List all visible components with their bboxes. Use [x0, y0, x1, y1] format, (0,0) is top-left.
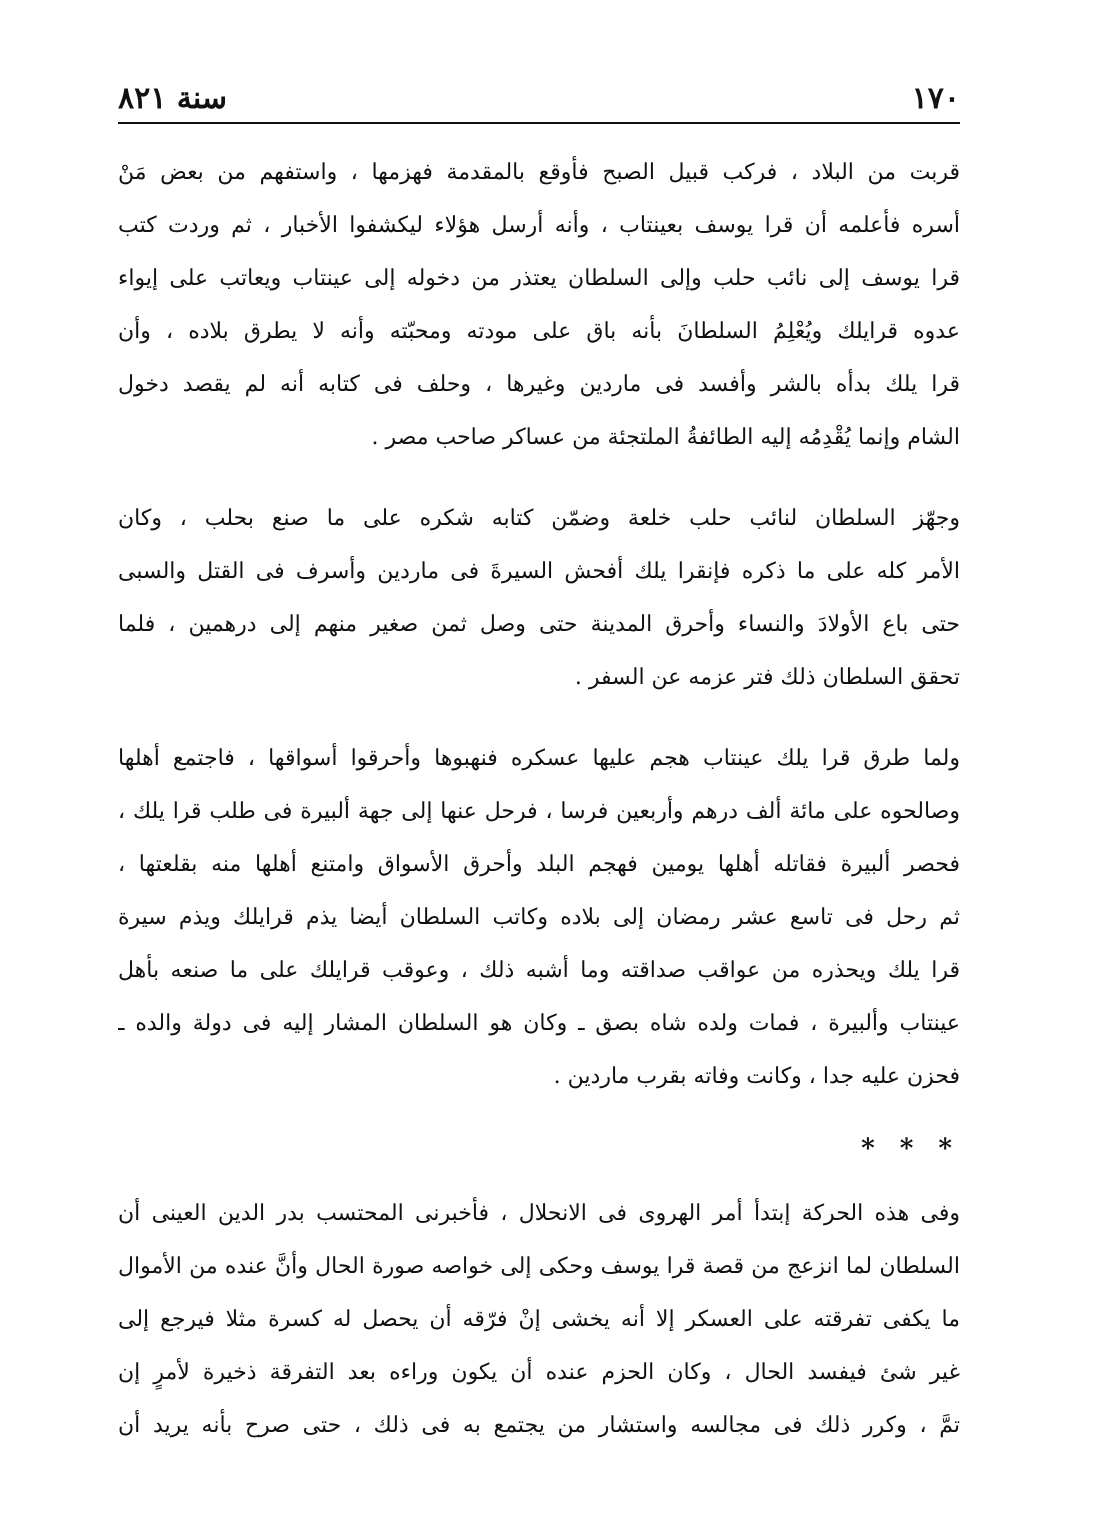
text-line: أسره فأعلمه أن قرا يوسف بعينتاب ، وأنه أرسل هؤلاء ليكشفوا الأخبار ، ثم وردت كتب	[118, 213, 960, 238]
text-line: فحزن عليه جدا ، وكانت وفاته بقرب ماردين .	[553, 1064, 960, 1089]
text-line: الأمر كله على ما ذكره فإنقرا يلك أفحش السيرةَ فى ماردين وأسرف فى القتل والسبى	[118, 559, 960, 584]
running-head-year: سنة ٨٢١	[118, 81, 228, 116]
text-line: عينتاب وألبيرة ، فمات ولده شاه بصق ـ وكان هو السلطان المشار إليه فى دولة والده ـ	[118, 1011, 960, 1036]
text-line: فحصر ألبيرة فقاتله أهلها يومين فهجم البلد وأحرق الأسواق وامتنع أهلها منه بقلعتها ،	[118, 852, 960, 877]
text-line: وفى هذه الحركة إبتدأ أمر الهروى فى الانحلال ، فأخبرنى المحتسب بدر الدين العينى أن	[118, 1201, 960, 1226]
text-line: قرا يلك بدأه بالشر وأفسد فى ماردين وغيرها ، وحلف فى كتابه أنه لم يقصد دخول	[118, 372, 960, 397]
paragraph-4	[118, 1187, 960, 1452]
body-text	[118, 146, 960, 1452]
text-line: قرا يلك ويحذره من عواقب صداقته وما أشبه ذلك ، وعوقب قرايلك على ما صنعه بأهل	[118, 958, 960, 983]
text-line: قرا يوسف إلى نائب حلب وإلى السلطان يعتذر من دخوله إلى عينتاب ويعاتب على إيواء	[118, 266, 960, 291]
text-line: السلطان لما انزعج من قصة قرا يوسف وحكى إلى خواصه صورة الحال وأنَّ عنده من الأموال	[118, 1254, 960, 1279]
paragraph-1	[118, 146, 960, 464]
paragraph-2	[118, 492, 960, 704]
page-number: ١٧٠	[911, 81, 960, 116]
text-line: الشام وإنما يُقْدِمُه إليه الطائفةُ الملتجئة من عساكر صاحب مصر .	[371, 425, 960, 450]
text-line: وجهّز السلطان لنائب حلب خلعة وضمّن كتابه شكره على ما صنع بحلب ، وكان	[118, 506, 960, 531]
text-line: قربت من البلاد ، فركب قبيل الصبح فأوقع بالمقدمة فهزمها ، واستفهم من بعض مَنْ	[118, 160, 960, 185]
header-rule	[118, 122, 960, 124]
section-separator: * * *	[861, 1134, 960, 1164]
text-line: ولما طرق قرا يلك عينتاب هجم عليها عسكره فنهبوها وأحرقوا أسواقها ، فاجتمع أهلها	[118, 746, 960, 771]
text-line: وصالحوه على مائة ألف درهم وأربعين فرسا ، فرحل عنها إلى جهة ألبيرة فى طلب قرا يلك ،	[118, 799, 960, 824]
paragraph-3	[118, 732, 960, 1103]
text-line: غير شئ فيفسد الحال ، وكان الحزم عنده أن يكون وراءه بعد التفرقة ذخيرة لأمرٍ إن	[118, 1360, 960, 1385]
text-line: ما يكفى تفرقته على العسكر إلا أنه يخشى إنْ فرّقه أن يحصل له كسرة مثلا فيرجع إلى	[118, 1307, 960, 1332]
text-line: تحقق السلطان ذلك فتر عزمه عن السفر .	[574, 665, 960, 690]
text-line: ثم رحل فى تاسع عشر رمضان إلى بلاده وكاتب السلطان أيضا يذم قرايلك ويذم سيرة	[118, 905, 960, 930]
text-line: تمَّ ، وكرر ذلك فى مجالسه واستشار من يجتمع به فى ذلك ، حتى صرح بأنه يريد أن	[118, 1413, 960, 1438]
text-line: حتى باع الأولادَ والنساء وأحرق المدينة حتى وصل ثمن صغير منهم إلى درهمين ، فلما	[118, 612, 960, 637]
text-line: عدوه قرايلك ويُعْلِمُ السلطانَ بأنه باق على مودته ومحبّته وأنه لا يطرق بلاده ، وأن	[118, 319, 960, 344]
page-header	[118, 78, 960, 124]
